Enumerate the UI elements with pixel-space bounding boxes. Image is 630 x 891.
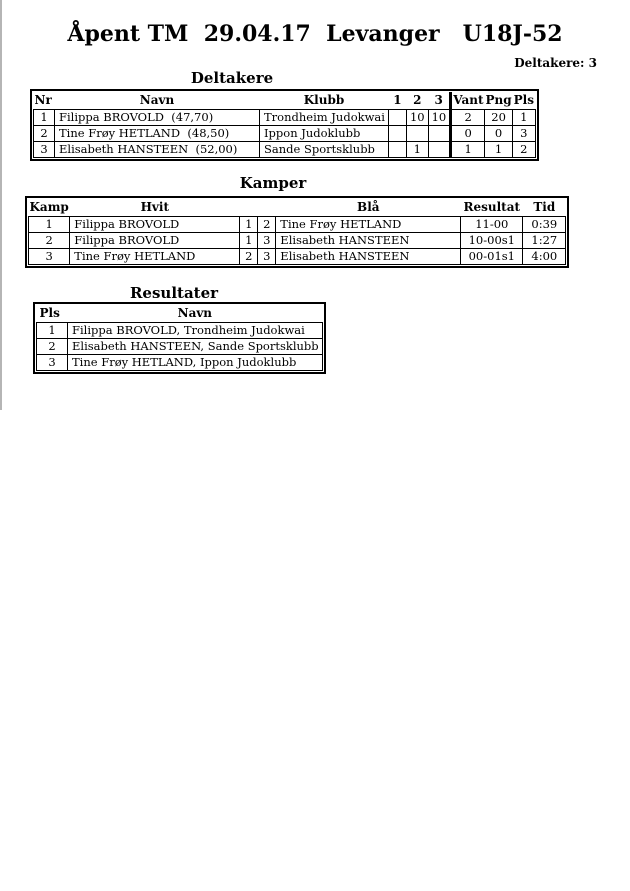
cell: 2	[240, 248, 258, 264]
column-header: Klubb	[260, 92, 389, 109]
cell: Filippa BROVOLD	[70, 216, 240, 232]
column-header	[258, 199, 276, 216]
cell: 1	[29, 216, 70, 232]
column-header: Navn	[68, 305, 323, 322]
kamper-table	[25, 196, 569, 268]
cell: Sande Sportsklubb	[260, 141, 389, 157]
column-header: 1	[388, 92, 406, 109]
cell: 1	[240, 232, 258, 248]
cell: Elisabeth HANSTEEN, Sande Sportsklubb	[68, 338, 323, 354]
column-header: 3	[428, 92, 451, 109]
cell	[428, 141, 451, 157]
cell: Filippa BROVOLD (47,70)	[55, 109, 260, 125]
column-header: Hvit	[70, 199, 240, 216]
kamper-heading: Kamper	[239, 174, 307, 192]
resultater-table	[33, 302, 326, 374]
cell: 1	[34, 109, 55, 125]
resultater-heading: Resultater	[129, 284, 219, 302]
table-row	[29, 232, 566, 248]
cell: Elisabeth HANSTEEN	[276, 248, 461, 264]
column-header: Pls	[37, 305, 68, 322]
cell: 2	[29, 232, 70, 248]
column-header: Kamp	[29, 200, 69, 215]
deltakere-table	[30, 89, 539, 161]
cell: 2	[34, 125, 55, 141]
cell: Elisabeth HANSTEEN (52,00)	[55, 141, 260, 157]
table-row	[29, 248, 566, 264]
table-row	[34, 141, 536, 157]
cell: 10-00s1	[461, 232, 523, 248]
cell: Filippa BROVOLD, Trondheim Judokwai	[68, 322, 323, 338]
header-row	[29, 199, 566, 216]
deltakere-heading: Deltakere	[190, 69, 274, 87]
cell: Ippon Judoklubb	[260, 125, 389, 141]
cell	[428, 125, 451, 141]
cell: 11-00	[461, 216, 523, 232]
cell: Tine Frøy HETLAND (48,50)	[55, 125, 260, 141]
cell: Filippa BROVOLD	[70, 232, 240, 248]
column-header: Vant	[451, 92, 485, 109]
cell: 2	[258, 216, 276, 232]
participants-count: Deltakere: 3	[514, 56, 597, 70]
cell: 0	[485, 125, 513, 141]
cell: 3	[258, 232, 276, 248]
table-row	[29, 216, 566, 232]
cell: 1	[485, 141, 513, 157]
table-row	[34, 109, 536, 125]
cell	[406, 125, 428, 141]
cell: Tine Frøy HETLAND, Ippon Judoklubb	[68, 354, 323, 370]
deltakere-table-grid	[33, 92, 536, 158]
cell: 1	[451, 141, 485, 157]
column-header: Blå	[276, 199, 461, 216]
cell: 2	[37, 338, 68, 354]
column-header: Png	[485, 93, 512, 108]
cell: 1	[37, 322, 68, 338]
page-title: Åpent TM 29.04.17 Levanger U18J-52	[67, 21, 563, 47]
resultater-table-grid	[36, 305, 323, 371]
column-header: Nr	[34, 92, 55, 109]
cell	[388, 125, 406, 141]
cell: 10	[406, 109, 428, 125]
cell: 2	[451, 109, 485, 125]
table-row	[34, 125, 536, 141]
cell: 2	[513, 141, 535, 157]
cell: Trondheim Judokwai	[260, 109, 389, 125]
cell: 20	[485, 109, 513, 125]
column-header	[240, 199, 258, 216]
header-row	[37, 305, 323, 322]
cell: 1	[240, 216, 258, 232]
column-header: Tid	[523, 199, 566, 216]
cell: 4:00	[523, 248, 566, 264]
column-header: 2	[406, 92, 428, 109]
cell: 1	[406, 141, 428, 157]
cell: Tine Frøy HETLAND	[70, 248, 240, 264]
cell: 10	[428, 109, 451, 125]
cell: 1:27	[523, 232, 566, 248]
cell: 3	[258, 248, 276, 264]
header-row	[34, 92, 536, 109]
table-row	[37, 322, 323, 338]
cell: 1	[513, 109, 535, 125]
cell: 3	[37, 354, 68, 370]
cell	[388, 141, 406, 157]
table-row	[37, 354, 323, 370]
column-header: Resultat	[461, 199, 523, 216]
cell	[388, 109, 406, 125]
cell: 3	[29, 248, 70, 264]
cell: 00-01s1	[461, 248, 523, 264]
column-header: Pls	[513, 93, 534, 108]
cell: 0	[451, 125, 485, 141]
cell: Elisabeth HANSTEEN	[276, 232, 461, 248]
table-row	[37, 338, 323, 354]
cell: 3	[34, 141, 55, 157]
kamper-table-grid	[28, 199, 566, 265]
cell: 0:39	[523, 216, 566, 232]
page-edge-shadow	[0, 0, 2, 410]
cell: Tine Frøy HETLAND	[276, 216, 461, 232]
cell: 3	[513, 125, 535, 141]
column-header: Navn	[55, 92, 260, 109]
